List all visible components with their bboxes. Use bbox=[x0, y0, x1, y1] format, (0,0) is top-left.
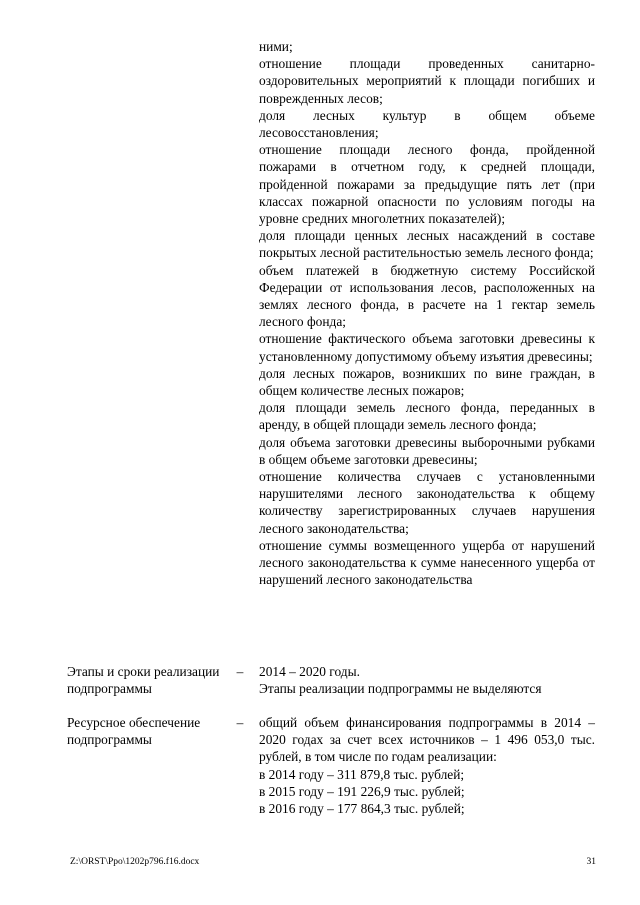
indicator-item: отношение фактического объема заготовки древесины к установленному допустимому объему изъятия древесины; bbox=[259, 331, 595, 364]
indicator-item: отношение суммы возмещенного ущерба от нарушений лесного законодательства к сумме нанесенного ущерба от нарушений лесного законодательства bbox=[259, 537, 595, 588]
footer-file-path: Z:\ORST\Ppo\1202p796.f16.docx bbox=[70, 857, 200, 867]
indicator-item: отношение площади проведенных санитарно-оздоровительных мероприятий к площади погибших и поврежденных лесов; bbox=[259, 56, 595, 106]
resources-body bbox=[259, 714, 595, 817]
indicator-item: доля объема заготовки древесины выборочными рубками в общем объеме заготовки древесины; bbox=[259, 434, 595, 467]
resources-dash: – bbox=[236, 715, 244, 730]
indicator-item: отношение площади лесного фонда, пройденной пожарами в отчетном году, к средней площади, пройденной пожарами за предыдущие пять лет (при классах пожарной опасности по условиям погоды на уровне средних многолетних показателей); bbox=[259, 142, 595, 227]
resources-year: в 2016 году – 177 864,3 тыс. рублей; bbox=[259, 801, 465, 817]
stages-dash: – bbox=[236, 664, 244, 679]
resources-label: Ресурсное обеспечение подпрограммы bbox=[67, 715, 201, 748]
resources-year: в 2014 году – 311 879,8 тыс. рублей; bbox=[259, 766, 465, 782]
indicator-item: отношение количества случаев с установленными нарушителями лесного законодательства к общему количеству зарегистрированных случаев нарушения лесного законодательства; bbox=[259, 469, 595, 536]
stages-label: Этапы и сроки реализации подпрограммы bbox=[67, 664, 220, 697]
indicator-item: доля лесных культур в общем объеме лесовосстановления; bbox=[259, 107, 595, 141]
indicators-list bbox=[259, 38, 595, 589]
indicator-item: доля лесных пожаров, возникших по вине граждан, в общем количестве лесных пожаров; bbox=[259, 365, 595, 399]
stages-body bbox=[259, 663, 595, 697]
stages-period: 2014 – 2020 годы. bbox=[259, 664, 360, 679]
resources-year: в 2015 году – 191 226,9 тыс. рублей; bbox=[259, 783, 465, 799]
resources-intro: общий объем финансирования подпрограммы в 2014 – 2020 годах за счет всех источников – 1 496 053,0 тыс. рублей, в том числе по годам реализации: bbox=[259, 715, 595, 765]
indicator-item: доля площади земель лесного фонда, переданных в аренду, в общей площади земель лесного фонда; bbox=[259, 400, 595, 433]
page-number: 31 bbox=[586, 857, 596, 867]
indicator-item: объем платежей в бюджетную систему Российской Федерации от использования лесов, расположенных на землях лесного фонда, в расчете на 1 гектар земель лесного фонда; bbox=[259, 262, 595, 330]
stages-note: Этапы реализации подпрограммы не выделяются bbox=[259, 681, 542, 697]
indicator-item: доля площади ценных лесных насаждений в составе покрытых лесной растительностью земель лесного фонда; bbox=[259, 228, 595, 261]
indicator-item: ними; bbox=[259, 39, 293, 54]
